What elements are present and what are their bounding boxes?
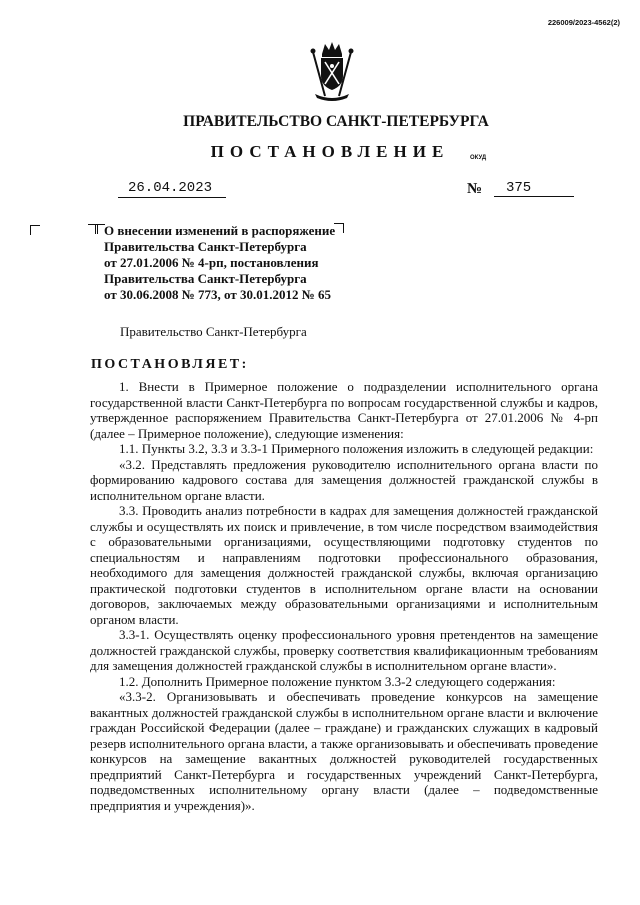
- document-body: [90, 379, 598, 813]
- corner-mark: [30, 225, 40, 235]
- document-type: ПОСТАНОВЛЕНИЕ: [210, 142, 450, 161]
- paragraph: 3.3-1. Осуществлять оценку профессионального уровня претендентов на замещение должностей гражданской службы, проверку соответствия квалификационным требованиям для замещения должностей гражданской службы в исполнительном органе власти».: [90, 627, 598, 673]
- document-code: 226009/2023-4562(2): [547, 18, 620, 27]
- subject-line: от 30.06.2008 № 773, от 30.01.2012 № 65: [104, 287, 332, 302]
- subject-line: Правительства Санкт-Петербурга: [104, 239, 307, 254]
- document-subject: [104, 223, 354, 303]
- coat-of-arms-emblem: [307, 40, 357, 102]
- paragraph: 1.1. Пункты 3.2, 3.3 и 3.3-1 Примерного положения изложить в следующей редакции:: [119, 441, 594, 456]
- subject-line: Правительства Санкт-Петербурга: [104, 271, 307, 286]
- paragraph: «3.2. Представлять предложения руководителю исполнительного органа власти по формированию кадрового состава для замещения должностей гражданской службы в исполнительном органе власти.: [90, 456, 598, 503]
- okud-label: ОКУД: [470, 155, 487, 161]
- subject-line: О внесении изменений в распоряжение: [104, 223, 336, 238]
- paragraph: 1.2. Дополнить Примерное положение пунктом 3.3-2 следующего содержания:: [119, 673, 556, 689]
- government-title: ПРАВИТЕЛЬСТВО САНКТ-ПЕТЕРБУРГА: [183, 113, 489, 130]
- number-sign: №: [467, 181, 483, 197]
- paragraph: 3.3. Проводить анализ потребности в кадрах для замещения должностей гражданской службы и осуществлять их поиск и привлечение, в том числе посредством взаимодействия с образовательными организациями, осуществляющими подготовку студентов по специальностям и направлениям подготовки профессионального образования, необходимого для замещения должностей гражданской службы, включая организацию практической подготовки студентов в исполнительном органе власти на основании договоров, заключаемых между образовательными организациями и исполнительным органом власти.: [90, 503, 598, 627]
- paragraph: 1. Внести в Примерное положение о подразделении исполнительного органа государственной власти Санкт-Петербурга по вопросам государственной службы и кадров, утвержденное распоряжением Правительства Санкт-Петербурга от 27.01.2006 № 4-рп (далее – Примерное положение), следующие изменения:: [90, 379, 598, 441]
- document-date: 26.04.2023: [118, 180, 226, 198]
- resolves-heading: ПОСТАНОВЛЯЕТ:: [91, 357, 249, 372]
- paragraph: «3.3-2. Организовывать и обеспечивать проведение конкурсов на замещение вакантных должностей гражданской службы в исполнительном органе власти и включение граждан Российской Федерации (далее – граждане) и гражданских служащих в кадровый резерв исполнительного органа власти, а также организовывать и обеспечивать проведение конкурсов на замещение вакантных должностей руководителей государственных предприятий Санкт-Петербурга и государственных учреждений Санкт-Петербурга, подведомственных исполнительному органу власти (далее – подведомственные предприятия и учреждения)».: [90, 689, 598, 813]
- document-number: 375: [494, 180, 574, 197]
- subject-line: от 27.01.2006 № 4-рп, постановления: [104, 255, 319, 270]
- issuing-body: Правительство Санкт-Петербурга: [120, 324, 307, 339]
